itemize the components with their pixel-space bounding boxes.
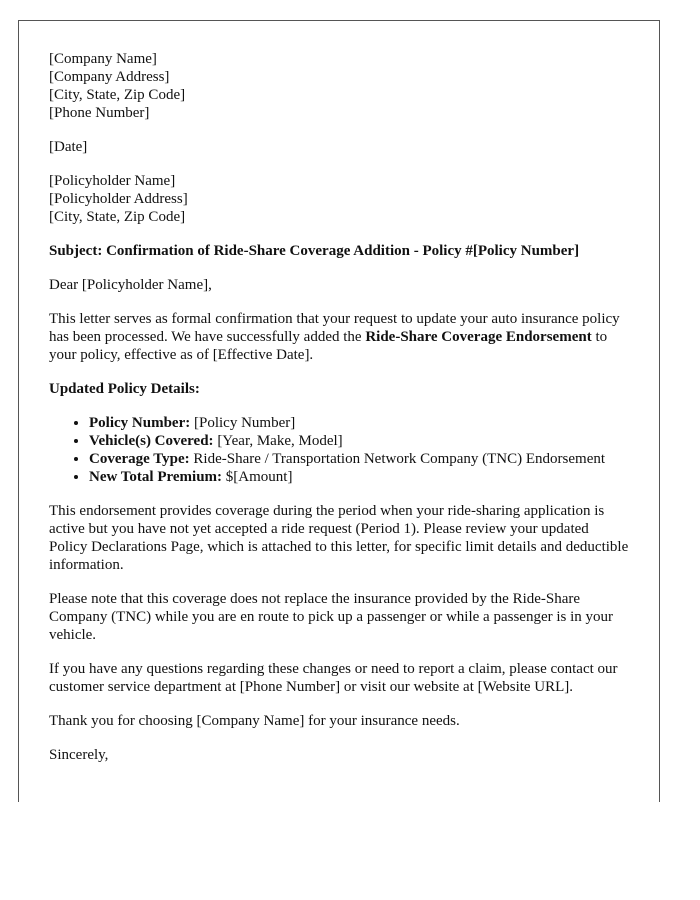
detail-value-policy-number: [Policy Number]: [190, 415, 296, 431]
sender-company-address: [Company Address]: [49, 69, 170, 85]
details-heading: Updated Policy Details:: [49, 381, 200, 397]
note-paragraph: Please note that this coverage does not replace the insurance provided by the Ride-Share Company (TNC) while you are en route to pick up a passenger or while a passenger is in your vehicle.: [49, 591, 614, 643]
recipient-address: [Policyholder Address]: [49, 191, 188, 207]
subject-line: Subject: Confirmation of Ride-Share Coverage Addition - Policy #[Policy Number]: [49, 243, 580, 259]
detail-label-vehicles: Vehicle(s) Covered:: [89, 433, 214, 449]
intro-text-end: to your policy, effective as of [Effective Date].: [49, 329, 608, 363]
detail-label-policy-number: Policy Number:: [89, 415, 191, 431]
sender-company-name: [Company Name]: [49, 51, 157, 67]
recipient-city-state-zip: [City, State, Zip Code]: [49, 209, 186, 225]
detail-value-coverage-type: Ride-Share / Transportation Network Company (TNC) Endorsement: [189, 451, 606, 467]
recipient-name: [Policyholder Name]: [49, 173, 176, 189]
endorsement-name: Ride-Share Coverage Endorsement: [365, 329, 592, 345]
list-item: [89, 450, 629, 468]
intro-paragraph: [49, 310, 629, 364]
detail-value-premium: $[Amount]: [222, 469, 293, 485]
list-item: [89, 432, 629, 450]
recipient-address-block: [49, 172, 629, 226]
thanks-paragraph: Thank you for choosing [Company Name] for your insurance needs.: [49, 713, 460, 729]
letter-page: [18, 20, 660, 802]
sender-city-state-zip: [City, State, Zip Code]: [49, 87, 186, 103]
sender-phone: [Phone Number]: [49, 105, 150, 121]
sender-address-block: [49, 50, 629, 122]
detail-value-vehicles: [Year, Make, Model]: [213, 433, 343, 449]
questions-paragraph: If you have any questions regarding these changes or need to report a claim, please contact our customer service department at [Phone Number] or visit our website at [Website URL].: [49, 661, 618, 695]
list-item: [89, 468, 629, 486]
list-item: [89, 414, 629, 432]
closing: Sincerely,: [49, 747, 109, 763]
policy-details-list: [49, 414, 629, 486]
detail-label-coverage-type: Coverage Type:: [89, 451, 190, 467]
intro-text-start: This letter serves as formal confirmation that your request to update your auto insurance policy has been processed. We have successfully added the: [49, 311, 620, 345]
detail-label-premium: New Total Premium:: [89, 469, 223, 485]
coverage-paragraph: This endorsement provides coverage during the period when your ride-sharing application is active but you have not yet accepted a ride request (Period 1). Please review your updated Policy Declarations Page, which is attached to this letter, for specific limit details and deductible information.: [49, 503, 629, 573]
letter-date: [Date]: [49, 139, 88, 155]
salutation: Dear [Policyholder Name],: [49, 277, 212, 293]
